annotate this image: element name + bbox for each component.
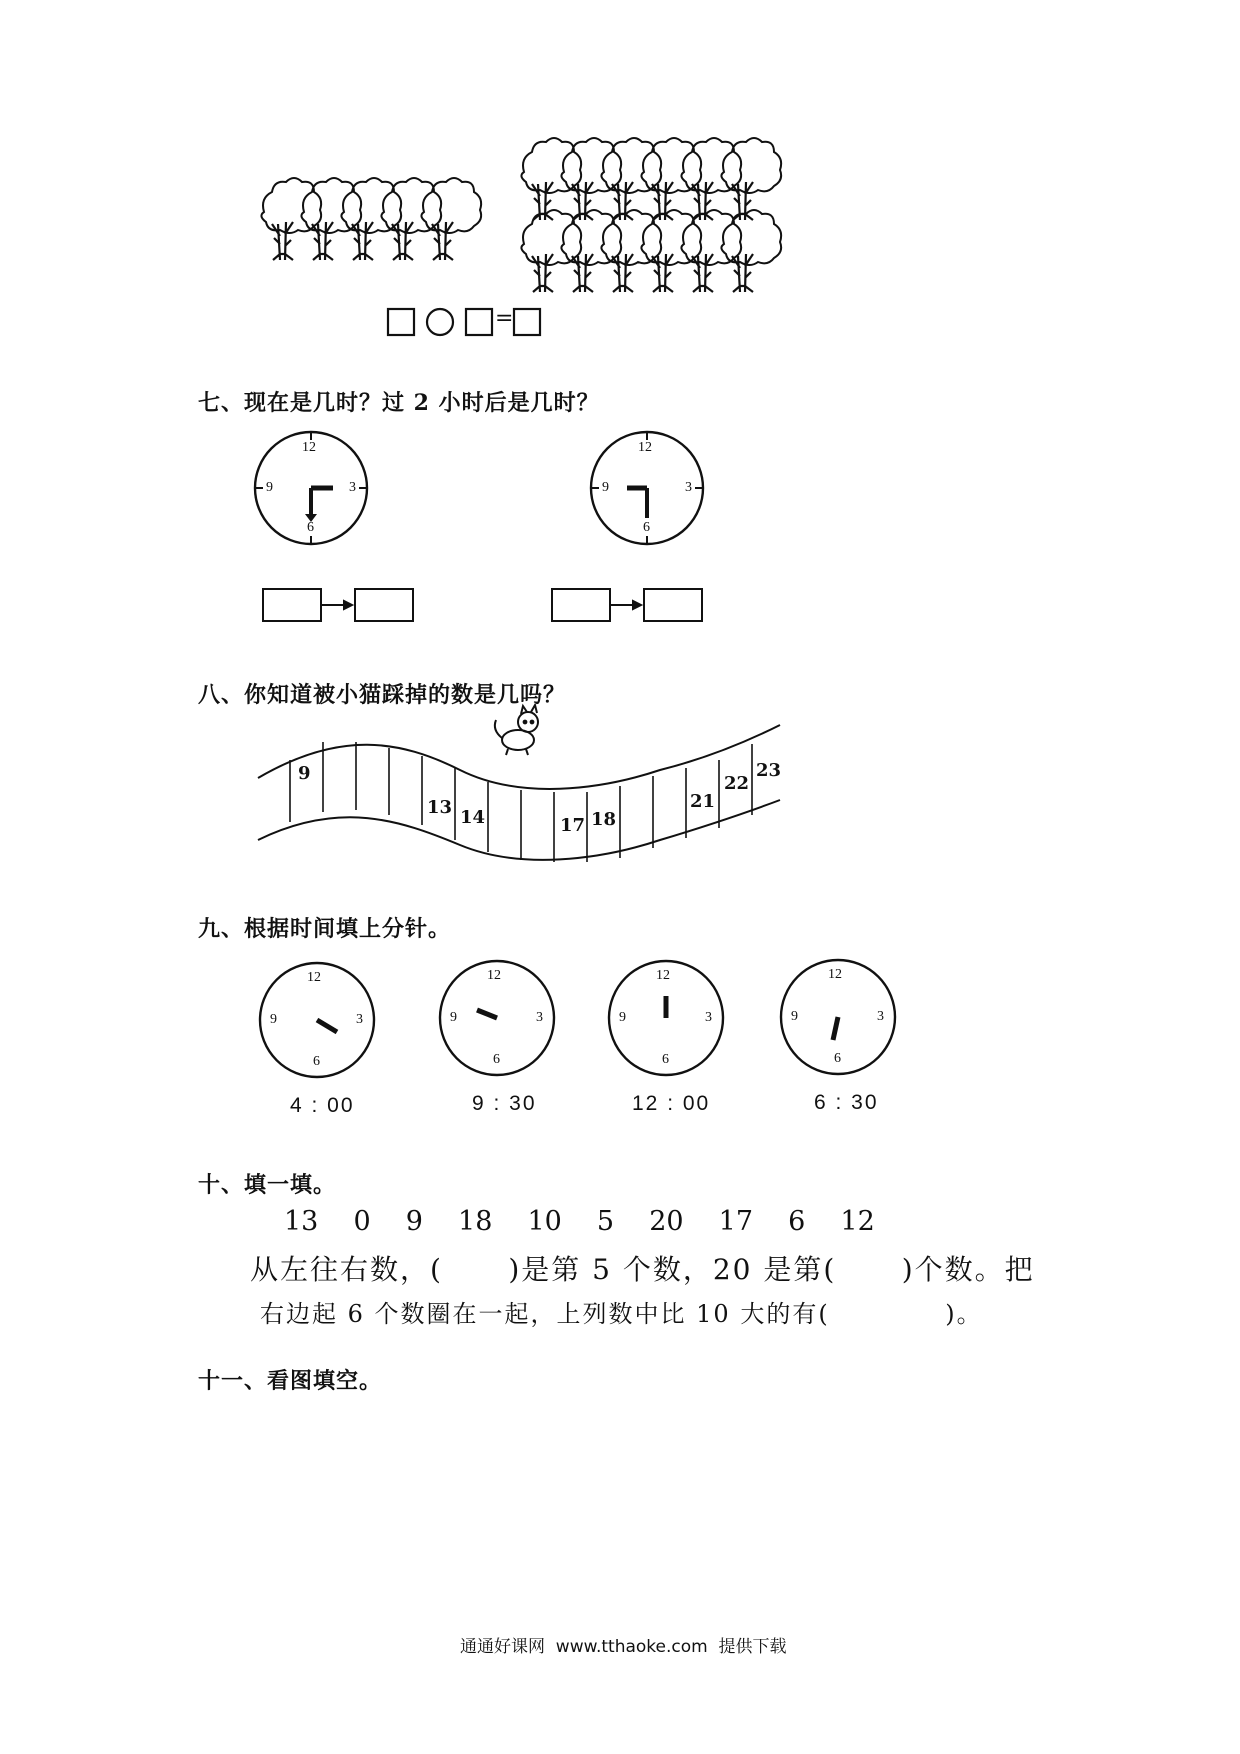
time-label-1: 4 : 00 xyxy=(290,1094,355,1117)
number-sequence xyxy=(284,1206,905,1237)
sequence-number: 20 xyxy=(649,1206,684,1237)
sequence-number: 0 xyxy=(353,1206,371,1237)
c2-num-6: 6 xyxy=(493,1052,500,1067)
sequence-number: 6 xyxy=(788,1206,806,1237)
c1-num-12: 12 xyxy=(307,970,321,985)
c4-num-3: 3 xyxy=(877,1009,884,1024)
footer-text: 通通好课网 www.tthaoke.com 提供下载 xyxy=(460,1637,787,1657)
section-seven-title: 七、现在是几时？过 2 小时后是几时？ xyxy=(198,390,600,416)
c4-num-9: 9 xyxy=(791,1009,798,1024)
c3-num-9: 9 xyxy=(619,1010,626,1025)
time-label-3: 12 : 00 xyxy=(632,1092,711,1115)
section-ten-title: 十、填一填。 xyxy=(198,1172,337,1198)
c1-num-9: 9 xyxy=(270,1012,277,1027)
ribbon-number-13: 13 xyxy=(427,797,453,818)
equals-sign: = xyxy=(495,306,514,331)
c3-num-6: 6 xyxy=(662,1052,669,1067)
ribbon-number-22: 22 xyxy=(724,773,750,794)
ribbon-number-23: 23 xyxy=(756,760,782,781)
c3-num-3: 3 xyxy=(705,1010,712,1025)
clock-b-num-12: 12 xyxy=(638,440,652,455)
clock-a-num-12: 12 xyxy=(302,440,316,455)
ribbon-number-14: 14 xyxy=(460,807,486,828)
time-label-2: 9 : 30 xyxy=(472,1092,537,1115)
sequence-number: 10 xyxy=(527,1206,562,1237)
clock-b-num-3: 3 xyxy=(685,480,692,495)
clock-b-num-6: 6 xyxy=(643,520,650,535)
sequence-number: 9 xyxy=(405,1206,423,1237)
clock-a-num-6: 6 xyxy=(307,520,314,535)
c4-num-6: 6 xyxy=(834,1051,841,1066)
sequence-number: 12 xyxy=(840,1206,875,1237)
sequence-number: 5 xyxy=(596,1206,615,1237)
ribbon-number-17: 17 xyxy=(560,815,586,836)
c2-num-9: 9 xyxy=(450,1010,457,1025)
section-eight-title: 八、你知道被小猫踩掉的数是几吗？ xyxy=(198,682,567,708)
time-label-4: 6 : 30 xyxy=(814,1091,879,1114)
fill-in-line-1: 从左往右数，( )是第 5 个数，20 是第( )个数。把 xyxy=(250,1253,1035,1286)
c4-num-12: 12 xyxy=(828,967,842,982)
clock-b-num-9: 9 xyxy=(602,480,609,495)
c1-num-6: 6 xyxy=(313,1054,320,1069)
c2-num-3: 3 xyxy=(536,1010,543,1025)
ribbon-number-9: 9 xyxy=(298,763,311,784)
sequence-number: 17 xyxy=(718,1206,754,1237)
ribbon-number-21: 21 xyxy=(690,791,716,812)
c2-num-12: 12 xyxy=(487,968,501,983)
sequence-number: 13 xyxy=(284,1206,319,1237)
clock-a-num-3: 3 xyxy=(349,480,356,495)
ribbon-number-18: 18 xyxy=(591,809,617,830)
sequence-number: 18 xyxy=(458,1206,493,1237)
section-nine-title: 九、根据时间填上分针。 xyxy=(198,916,452,942)
section-eleven-title: 十一、看图填空。 xyxy=(198,1368,383,1394)
c1-num-3: 3 xyxy=(356,1012,363,1027)
fill-in-line-2: 右边起 6 个数圈在一起，上列数中比 10 大的有( )。 xyxy=(260,1300,983,1328)
c3-num-12: 12 xyxy=(656,968,670,983)
clock-a-num-9: 9 xyxy=(266,480,273,495)
